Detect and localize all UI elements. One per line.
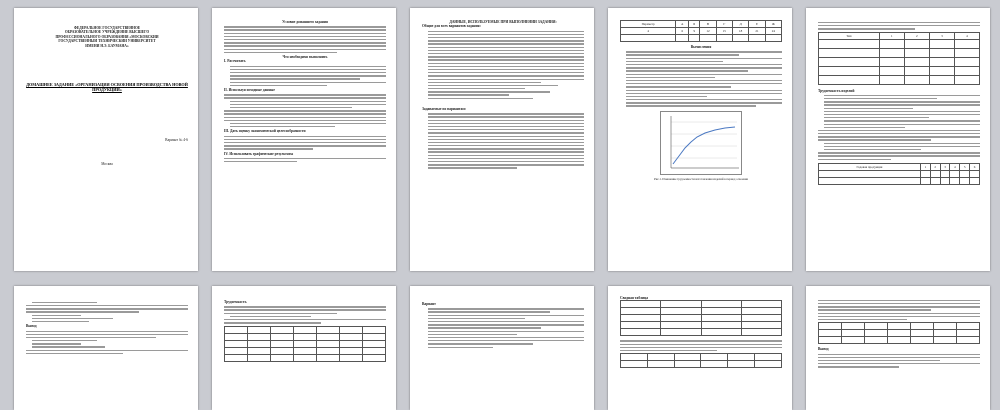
city-label: Москва	[101, 162, 113, 167]
page10-table	[818, 322, 980, 344]
page4-figure-caption: Рис.1. Изменение трудоемкости изготовления изделий в период освоения	[654, 176, 748, 181]
p4-v0: 4	[621, 28, 676, 35]
page7-heading: Трудоемкость	[224, 300, 247, 304]
page-5-labor	[806, 8, 990, 271]
p4-v7: 24	[765, 28, 781, 35]
p5b-h0: Годовая продукция	[819, 163, 921, 170]
page2-heading: Условие домашнего задания	[282, 20, 328, 24]
page-8	[410, 286, 594, 410]
p4-h4: Г	[716, 21, 732, 28]
p4-v5: 18	[732, 28, 748, 35]
p4-h1: А	[676, 21, 689, 28]
page9-table-2	[620, 353, 782, 368]
p4-h6: Е	[749, 21, 765, 28]
p5-h3: 3	[929, 32, 954, 39]
learning-curve-chart	[661, 112, 741, 174]
page8-heading: Вариант	[422, 302, 436, 306]
p4-v6: 21	[749, 28, 765, 35]
org-line-5: ИМЕНИ Н.Э. БАУМАНА»	[85, 43, 129, 48]
page6-heading: Вывод	[26, 324, 37, 329]
p5-h0: Тип	[819, 32, 880, 39]
page7-table	[224, 326, 386, 362]
page4-table	[620, 20, 782, 42]
page3-subheading: Общие для всех вариантов задания:	[422, 24, 481, 29]
page-3-data	[410, 8, 594, 271]
page2-section-heading: Что необходимо выполнить	[282, 54, 328, 59]
page9-table-1	[620, 300, 782, 336]
p4-h0: Параметр	[621, 21, 676, 28]
p5b-h4: 4	[950, 163, 960, 170]
page3-subheading2: Задаваемые по вариантам:	[422, 106, 467, 111]
p4-v1: 6	[676, 28, 689, 35]
page3-heading: ДАННЫЕ, ИСПОЛЬЗУЕМЫЕ ПРИ ВЫПОЛНЕНИИ ЗАДАНИЯ:	[449, 20, 557, 24]
page5-table	[818, 32, 980, 85]
page-7	[212, 286, 396, 410]
p4-v4: 15	[716, 28, 732, 35]
page-2-conditions	[212, 8, 396, 271]
variant-label: Вариант № 4-6	[165, 138, 188, 143]
p5-h2: 2	[904, 32, 929, 39]
org-line-1: ФЕДЕРАЛЬНОЕ ГОСУДАРСТВЕННОЕ	[73, 26, 141, 30]
p4-h3: В	[700, 21, 716, 28]
page4-heading: Вычисления	[690, 45, 712, 49]
task-title: ДОМАШНЕЕ ЗАДАНИЕ «ОРГАНИЗАЦИЯ ОСВОЕНИЯ ПРОИЗВОДСТВА НОВОЙ ПРОДУКЦИИ»	[26, 82, 188, 93]
p5-h1: 1	[879, 32, 904, 39]
p4-h2: Б	[689, 21, 700, 28]
page10-heading: Вывод	[818, 347, 829, 352]
page-6	[14, 286, 198, 410]
org-line-4: ГОСУДАРСТВЕННЫЙ ТЕХНИЧЕСКИЙ УНИВЕРСИТЕТ	[58, 39, 156, 44]
org-line-2: ОБРАЗОВАТЕЛЬНОЕ УЧРЕЖДЕНИЕ ВЫСШЕГО	[64, 30, 150, 35]
p5-h4: 4	[954, 32, 979, 39]
page-1-title	[14, 8, 198, 271]
p4-h5: Д	[732, 21, 748, 28]
p5b-h2: 2	[930, 163, 940, 170]
page2-sec2: II. Используя исходные данные	[224, 88, 275, 92]
p5b-h3: 3	[940, 163, 950, 170]
p5b-h6: 6	[970, 163, 980, 170]
page-4-calculations	[608, 8, 792, 271]
p4-h7: Ж	[765, 21, 781, 28]
page2-sec3: III. Дать оценку экономической целесообразности	[224, 129, 306, 134]
page5-section: Трудоемкость изделий	[818, 88, 855, 93]
org-line-3: ПРОФЕССИОНАЛЬНОГО ОБРАЗОВАНИЯ «МОСКОВСКИЙ	[55, 34, 159, 39]
page2-sec1: I. Рассчитать	[224, 59, 246, 64]
p5b-h5: 5	[960, 163, 970, 170]
p5b-h1: 1	[920, 163, 930, 170]
page5-bottom-table	[818, 163, 980, 185]
page-10	[806, 286, 990, 410]
page9-heading: Сводная таблица	[620, 296, 649, 300]
page-9	[608, 286, 792, 410]
page2-sec4: IV. Использовать графические результаты	[224, 151, 294, 156]
learning-curve-figure	[660, 111, 742, 175]
p4-v2: 9	[689, 28, 700, 35]
p4-v3: 12	[700, 28, 716, 35]
